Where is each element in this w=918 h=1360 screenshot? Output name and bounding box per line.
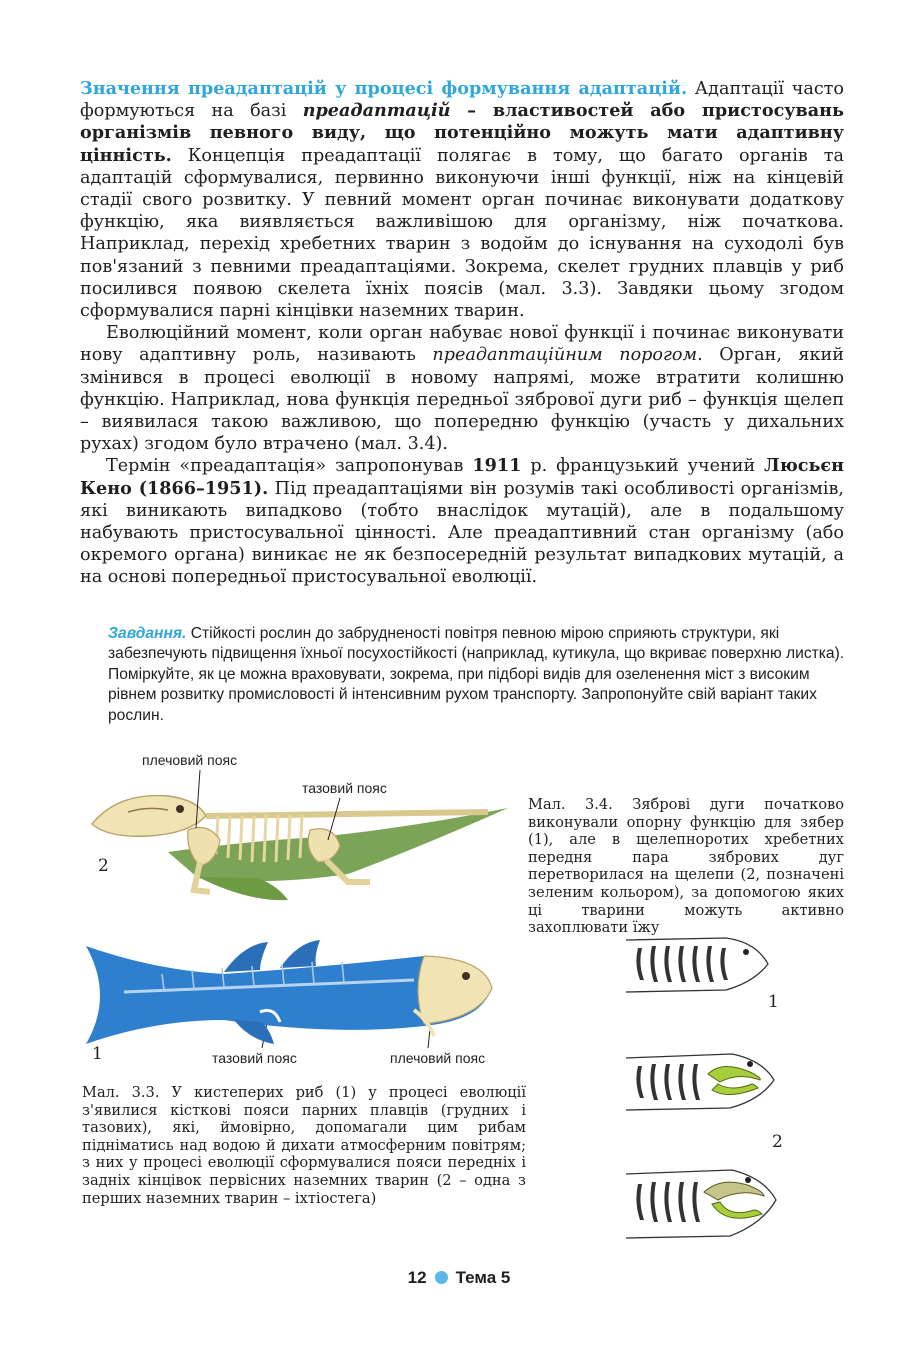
- scientist-dates: (1866–1951).: [131, 477, 269, 499]
- gill-figure-number-2: 2: [772, 1132, 783, 1152]
- text-span: р. французький учений: [521, 456, 765, 477]
- section-heading: Значення преадаптацій у процесі формування адаптацій.: [80, 78, 688, 99]
- bullet-dot-icon: [435, 1271, 448, 1284]
- label-pelvic-girdle-bottom: тазовий пояс: [212, 1050, 297, 1066]
- scientist-name: Люсьєн Кено: [80, 455, 844, 499]
- page-footer: [0, 1268, 918, 1288]
- task-heading: Завдання.: [108, 625, 187, 642]
- caption-text: Мал. 3.4. Зяброві дуги початково виконували опорну функцію для зябер (1), але в щелепноротих хребетних передня пара зябрових дуг перетворилася на щелепи (2, позначені зеленим кольором), за допомогою яких ці тварини можуть активно захоплювати їжу: [528, 796, 844, 937]
- text-span: Адаптації часто формуються на базі: [80, 79, 845, 122]
- term-threshold: преадаптаційним порогом: [432, 345, 698, 366]
- caption-text: Мал. 3.3. У кистеперих риб (1) у процесі еволюції з'явилися кісткові пояси парних плавців (грудних і тазових), які, ймовірно, допомагали цим рибам підніматись над водою й дихати атмосферним повітрям; з них у процесі еволюції сформувалися пояси передніх і задніх кінцівок первісних наземних тварин (2 – одна з перших наземних тварин – іхтіостега): [82, 1084, 526, 1207]
- gill-arches-diagram-1: [622, 934, 772, 998]
- definition: – властивостей або пристосувань організмів певного виду, що потенційно можуть мати адаптивну цінність.: [80, 100, 844, 166]
- task-text: Стійкості рослин до забрудненості повітря певною мірою сприяють структури, які забезпечують підвищення їхньої посухостійкості (наприклад, кутикула, що вкриває поверхню листка). Поміркуйте, як це можна враховувати, зокрема, при підборі видів для озеленення міст з високим рівнем розвитку промисловості й інтенсивним рухом транспорту. Запропонуйте свій варіант таких рослин.: [108, 625, 845, 724]
- text-span: Термін «преадаптація» запропонував: [106, 456, 473, 477]
- label-pelvic-girdle-top: тазовий пояс: [302, 780, 387, 796]
- lobe-finned-fish-illustration: [84, 940, 494, 1050]
- term-preadaptation: преадаптацій: [302, 100, 451, 122]
- gill-figure-number-1: 1: [768, 992, 779, 1012]
- topic-label: Тема 5: [455, 1268, 511, 1287]
- text-span: Концепція преадаптації полягає в тому, що багато органів та адаптацій сформувалися, первинно виконуючи інші функції, ніж на кінцевій стадії свого розвитку. У певний момент орган починає виконувати додаткову функцію, яка виявляється важливішою для організму, ніж початкова. Наприклад, перехід хребетних тварин з водойм до існування на суходолі був пов'язаний з певними преадаптаціями. Зокрема, скелет грудних плавців у риб посилився появою скелета їхніх поясів (мал. 3.3). Завдяки цьому згодом сформувалися парні кінцівки наземних тварин.: [80, 145, 844, 322]
- gill-arches-diagram-2: [622, 1050, 778, 1114]
- figure-number-1: 1: [92, 1044, 103, 1064]
- text-span: Під преадаптаціями він розумів такі особливості організмів, які виникають випадково (тобто внаслідок мутацій), але в подальшому набувають пристосувальної цінності. Але преадаптивний стан організму (або окремого органа) виникає не як безпосередній результат випадкових мутацій, а на основі попередньої пристосувальної еволюції.: [80, 478, 844, 588]
- text-span: Еволюційний момент, коли орган набуває нової функції і починає виконувати нову адаптивну роль, називають: [80, 323, 844, 366]
- caption-figure-3-3: [82, 1084, 526, 1207]
- label-shoulder-girdle-bottom: плечовий пояс: [390, 1050, 486, 1066]
- label-shoulder-girdle-top: плечовий пояс: [142, 752, 238, 768]
- text-span: . Орган, який змінився в процесі еволюції в новому напрямі, може втратити колишню функцію. Наприклад, нова функція передньої зябрової дуги риб – функція щелеп – виявилася такою важливою, що попередню функцію (участь у дихальних рухах) згодом було втрачено (мал. 3.4).: [80, 345, 844, 455]
- year: 1911: [472, 455, 522, 477]
- gill-arches-diagram-3: [622, 1164, 778, 1244]
- caption-figure-3-4: [528, 796, 844, 937]
- figure-number-2: 2: [98, 856, 109, 876]
- page-number: 12: [407, 1268, 427, 1287]
